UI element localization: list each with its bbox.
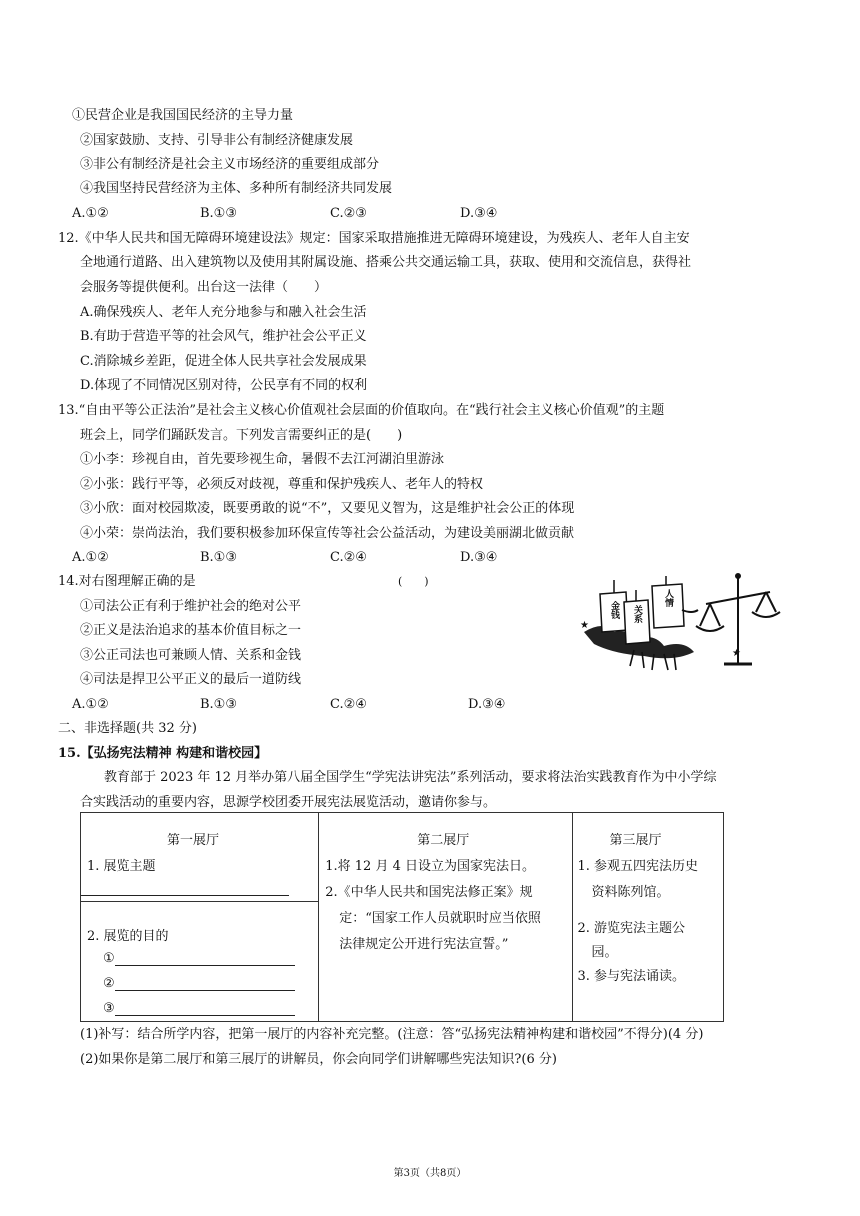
- hall-1-cell: [81, 813, 319, 1022]
- hall-1-blank-2: [103, 976, 295, 991]
- hall-1-blank-1: [103, 951, 295, 966]
- hall-2-title: 第二展厅: [417, 833, 470, 848]
- hall-3-title: 第三展厅: [609, 833, 662, 848]
- q13-choice-b: B.①③: [200, 550, 237, 565]
- hall-1-divider: [81, 901, 319, 902]
- q15-subquestion-1: (1)补写：结合所学内容，把第一展厅的内容补充完整。(注意：答“弘扬宪法精神构建和谐校园”不得分)(4 分): [80, 1027, 704, 1042]
- q13-choice-a: A.①②: [72, 550, 109, 565]
- q13-choice-c: C.②④: [330, 550, 367, 565]
- hall-2-line-3: 定：“国家工作人员就职时应当依照: [339, 911, 541, 926]
- scales-of-justice-icon: [696, 574, 780, 664]
- exhibition-table: [80, 812, 724, 1022]
- q14-cartoon-illustration: [574, 570, 786, 676]
- q11-choice-c: C.②③: [330, 206, 367, 221]
- q12-option-c: C.消除城乡差距，促进全体人民共享社会发展成果: [80, 354, 367, 369]
- hall-1-blank-3-marker: ③: [103, 1001, 115, 1016]
- hall-1-blank-1-line[interactable]: [115, 951, 295, 966]
- q14-option-3: ③公正司法也可兼顾人情、关系和金钱: [80, 648, 302, 663]
- hall-3-line-3: 2. 游览宪法主题公: [577, 921, 685, 936]
- q14-choice-d: D.③④: [468, 697, 506, 712]
- q15-subquestion-2: (2)如果你是第二展厅和第三展厅的讲解员，你会向同学们讲解哪些宪法知识?(6 分): [80, 1052, 557, 1067]
- star-icon: ★: [732, 648, 741, 659]
- q13-stem-line-1: 13.“自由平等公正法治”是社会主义核心价值观社会层面的价值取向。在“践行社会主义核心价值观”的主题: [58, 403, 665, 418]
- q11-choice-d: D.③④: [460, 206, 498, 221]
- section-2-heading: 二、非选择题(共 32 分): [58, 721, 197, 736]
- q14-choice-b: B.①③: [200, 697, 237, 712]
- hall-2-line-4: 法律规定公开进行宪法宣誓。”: [339, 937, 509, 952]
- hall-2-cell: [319, 813, 573, 1022]
- q15-intro-line-1: 教育部于 2023 年 12 月举办第八届全国学生“学宪法讲宪法”系列活动，要求将法治实践教育作为中小学综: [104, 770, 717, 785]
- q14-answer-paren: ( ): [398, 575, 429, 588]
- q13-option-4: ④小荣：崇尚法治，我们要积极参加环保宣传等社会公益活动，为建设美丽湖北做贡献: [80, 526, 575, 541]
- q11-option-4: ④我国坚持民营经济为主体、多种所有制经济共同发展: [80, 181, 393, 196]
- page-footer: 第3页（共8页）: [393, 1168, 467, 1179]
- q12-stem-line-2: 全地通行道路、出入建筑物以及使用其附属设施、搭乘公共交通运输工具，获取、使用和交流信息，获得社: [80, 255, 692, 270]
- q13-option-3: ③小欣：面对校园欺凌，既要勇敢的说“不”，又要见义智为，这是维护社会公正的体现: [80, 501, 575, 516]
- q13-choice-d: D.③④: [460, 550, 498, 565]
- q15-title: 15.【弘扬宪法精神 构建和谐校园】: [58, 746, 268, 761]
- q11-option-2: ②国家鼓励、支持、引导非公有制经济健康发展: [80, 133, 354, 148]
- q14-choice-c: C.②④: [330, 697, 367, 712]
- sign-relationship-label: 关系: [632, 605, 642, 623]
- q11-choice-a: A.①②: [72, 206, 109, 221]
- hall-1-blank-2-line[interactable]: [115, 976, 295, 991]
- hall-1-blank-1-marker: ①: [103, 951, 115, 966]
- q14-choice-a: A.①②: [72, 697, 109, 712]
- hall-1-item-2: 2. 展览的目的: [87, 929, 169, 944]
- hall-1-title: 第一展厅: [167, 833, 220, 848]
- q12-option-b: B.有助于营造平等的社会风气，维护社会公平正义: [80, 329, 367, 344]
- q14-option-4: ④司法是捍卫公平正义的最后一道防线: [80, 672, 302, 687]
- q14-stem: 14.对右图理解正确的是: [58, 574, 196, 589]
- q11-choice-b: B.①③: [200, 206, 237, 221]
- hall-3-line-2: 资料陈列馆。: [591, 885, 670, 900]
- q12-option-a: A.确保残疾人、老年人充分地参与和融入社会生活: [80, 305, 367, 320]
- star-icon: ★: [580, 620, 589, 631]
- hall-1-blank-3: [103, 1001, 295, 1016]
- q14-option-1: ①司法公正有利于维护社会的绝对公平: [80, 599, 302, 614]
- hall-3-line-5: 3. 参与宪法诵读。: [577, 969, 685, 984]
- sign-favor-label: 人情: [663, 589, 673, 607]
- q13-option-1: ①小李：珍视自由，首先要珍视生命，暑假不去江河湖泊里游泳: [80, 452, 445, 467]
- hall-1-blank-2-marker: ②: [103, 976, 115, 991]
- sign-money-label: 金钱: [609, 601, 619, 619]
- q12-stem-line-3: 会服务等提供便利。出台这一法律（ ）: [80, 280, 328, 295]
- q13-stem-line-2: 班会上，同学们踊跃发言。下列发言需要纠正的是( ): [80, 428, 403, 443]
- q15-intro-line-2: 合实践活动的重要内容，思源学校团委开展宪法展览活动，邀请你参与。: [80, 795, 497, 810]
- hall-1-theme-blank[interactable]: [81, 895, 289, 896]
- hall-1-item-1: 1. 展览主题: [87, 859, 156, 874]
- hall-3-line-4: 园。: [591, 945, 618, 960]
- q14-option-2: ②正义是法治追求的基本价值目标之一: [80, 623, 302, 638]
- hall-2-line-2: 2.《中华人民共和国宪法修正案》规: [325, 885, 533, 900]
- q12-stem-line-1: 12.《中华人民共和国无障碍环境建设法》规定：国家采取措施推进无障碍环境建设，为残疾人、老年人自主安: [58, 231, 690, 246]
- q13-option-2: ②小张：践行平等，必须反对歧视，尊重和保护残疾人、老年人的特权: [80, 477, 484, 492]
- hall-2-line-1: 1.将 12 月 4 日设立为国家宪法日。: [325, 859, 535, 874]
- hall-3-line-1: 1. 参观五四宪法历史: [577, 859, 698, 874]
- q12-option-d: D.体现了不同情况区别对待，公民享有不同的权利: [80, 378, 368, 393]
- hall-3-cell: [573, 813, 724, 1022]
- q11-option-1: ①民营企业是我国国民经济的主导力量: [72, 108, 294, 123]
- hall-1-blank-3-line[interactable]: [115, 1001, 295, 1016]
- q11-option-3: ③非公有制经济是社会主义市场经济的重要组成部分: [80, 157, 380, 172]
